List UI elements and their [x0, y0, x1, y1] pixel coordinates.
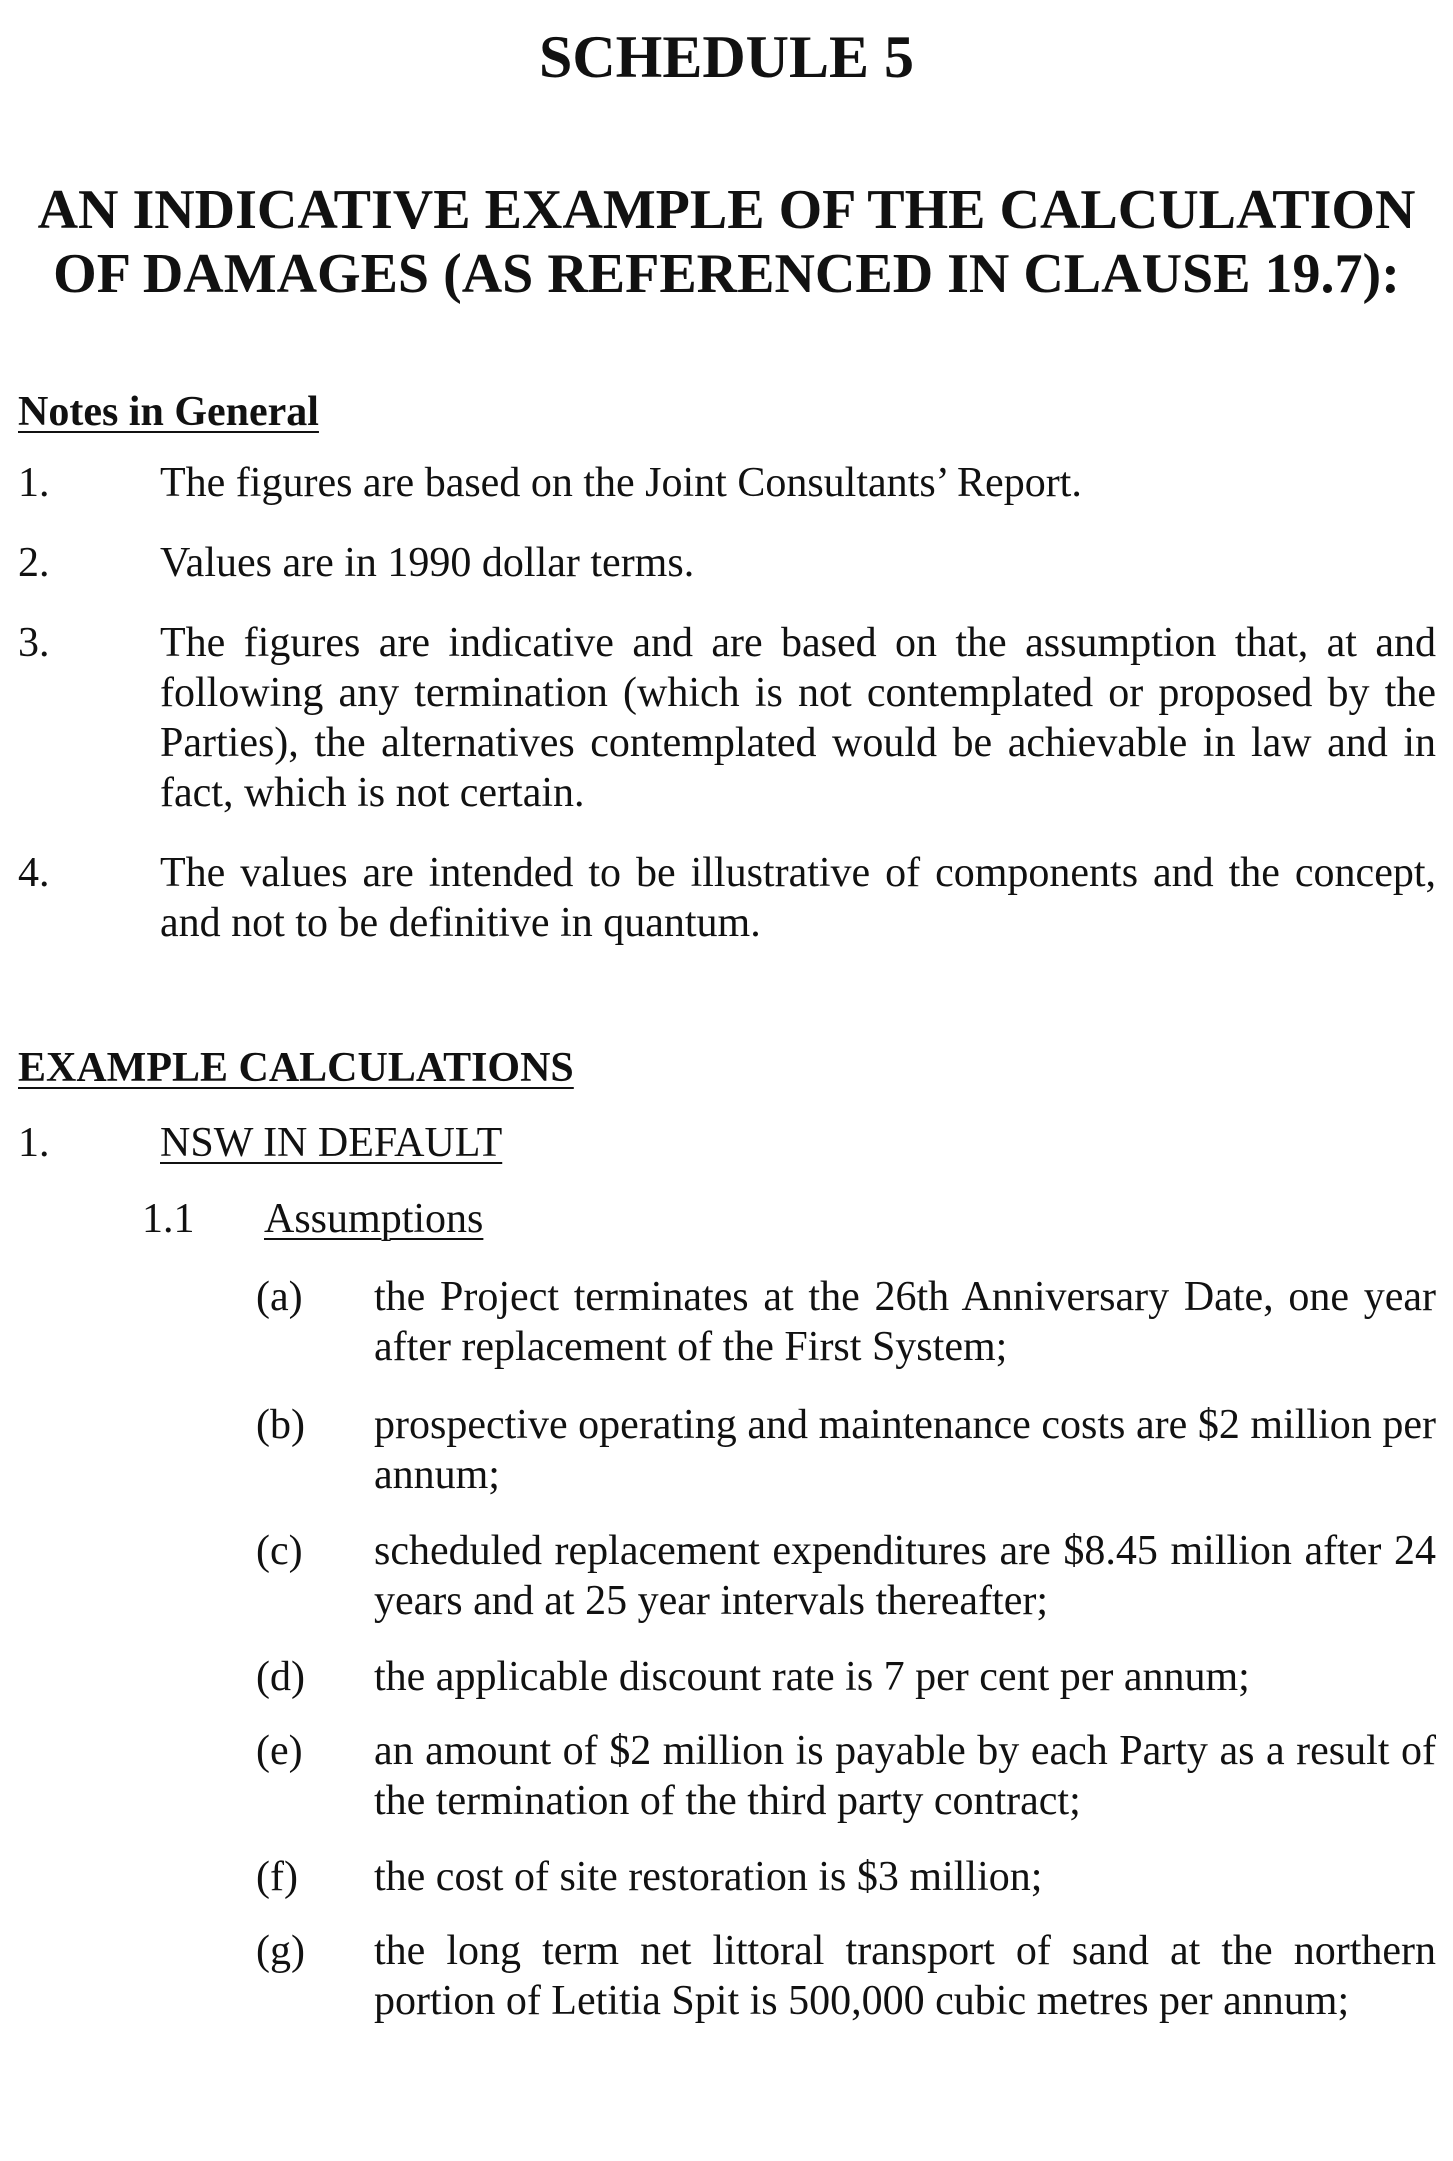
assumption-label: (d): [256, 1654, 305, 1700]
assumption-text: scheduled replacement expenditures are $8.45 million after 24 years and at 25 year intervals thereafter;: [374, 1528, 1436, 1624]
note-text: The values are intended to be illustrative of components and the concept, and not to be definitive in quantum.: [160, 850, 1436, 946]
example-calculations-heading: EXAMPLE CALCULATIONS: [18, 1045, 574, 1091]
note-text: The figures are based on the Joint Consultants’ Report.: [160, 460, 1082, 506]
note-number: 3.: [18, 620, 50, 666]
assumption-text: the Project terminates at the 26th Anniversary Date, one year after replacement of the First System;: [374, 1274, 1436, 1370]
assumption-text: the cost of site restoration is $3 million;: [374, 1854, 1043, 1900]
assumption-label: (e): [256, 1728, 303, 1774]
note-text: Values are in 1990 dollar terms.: [160, 540, 695, 586]
assumption-label: (b): [256, 1402, 305, 1448]
main-title: [20, 178, 1433, 306]
schedule-title: SCHEDULE 5: [538, 24, 915, 90]
note-text: The figures are indicative and are based on the assumption that, at and following any termination (which is not contemplated or proposed by the Parties), the alternatives contemplated would be achievable in law and in fact, which is not certain.: [160, 620, 1436, 816]
assumption-text: the long term net littoral transport of sand at the northern portion of Letitia Spit is 500,000 cubic metres per annum;: [374, 1928, 1436, 2024]
assumption-label: (a): [256, 1274, 303, 1320]
assumption-label: (f): [256, 1854, 298, 1900]
note-number: 2.: [18, 540, 50, 586]
note-number: 1.: [18, 460, 50, 506]
assumption-label: (g): [256, 1928, 305, 1974]
subsection-title: Assumptions: [264, 1196, 484, 1242]
notes-heading: Notes in General: [18, 389, 319, 435]
section-number: 1.: [18, 1120, 50, 1166]
main-title-line-1: AN INDICATIVE EXAMPLE OF THE CALCULATION: [37, 179, 1416, 241]
section-title: NSW IN DEFAULT: [160, 1120, 503, 1166]
assumption-text: prospective operating and maintenance costs are $2 million per annum;: [374, 1402, 1436, 1498]
assumption-text: the applicable discount rate is 7 per cent per annum;: [374, 1654, 1250, 1700]
assumption-label: (c): [256, 1528, 303, 1574]
note-number: 4.: [18, 850, 50, 896]
subsection-number: 1.1: [142, 1196, 195, 1242]
main-title-line-2: OF DAMAGES (AS REFERENCED IN CLAUSE 19.7):: [53, 243, 1400, 305]
assumption-text: an amount of $2 million is payable by each Party as a result of the termination of the third party contract;: [374, 1728, 1436, 1824]
